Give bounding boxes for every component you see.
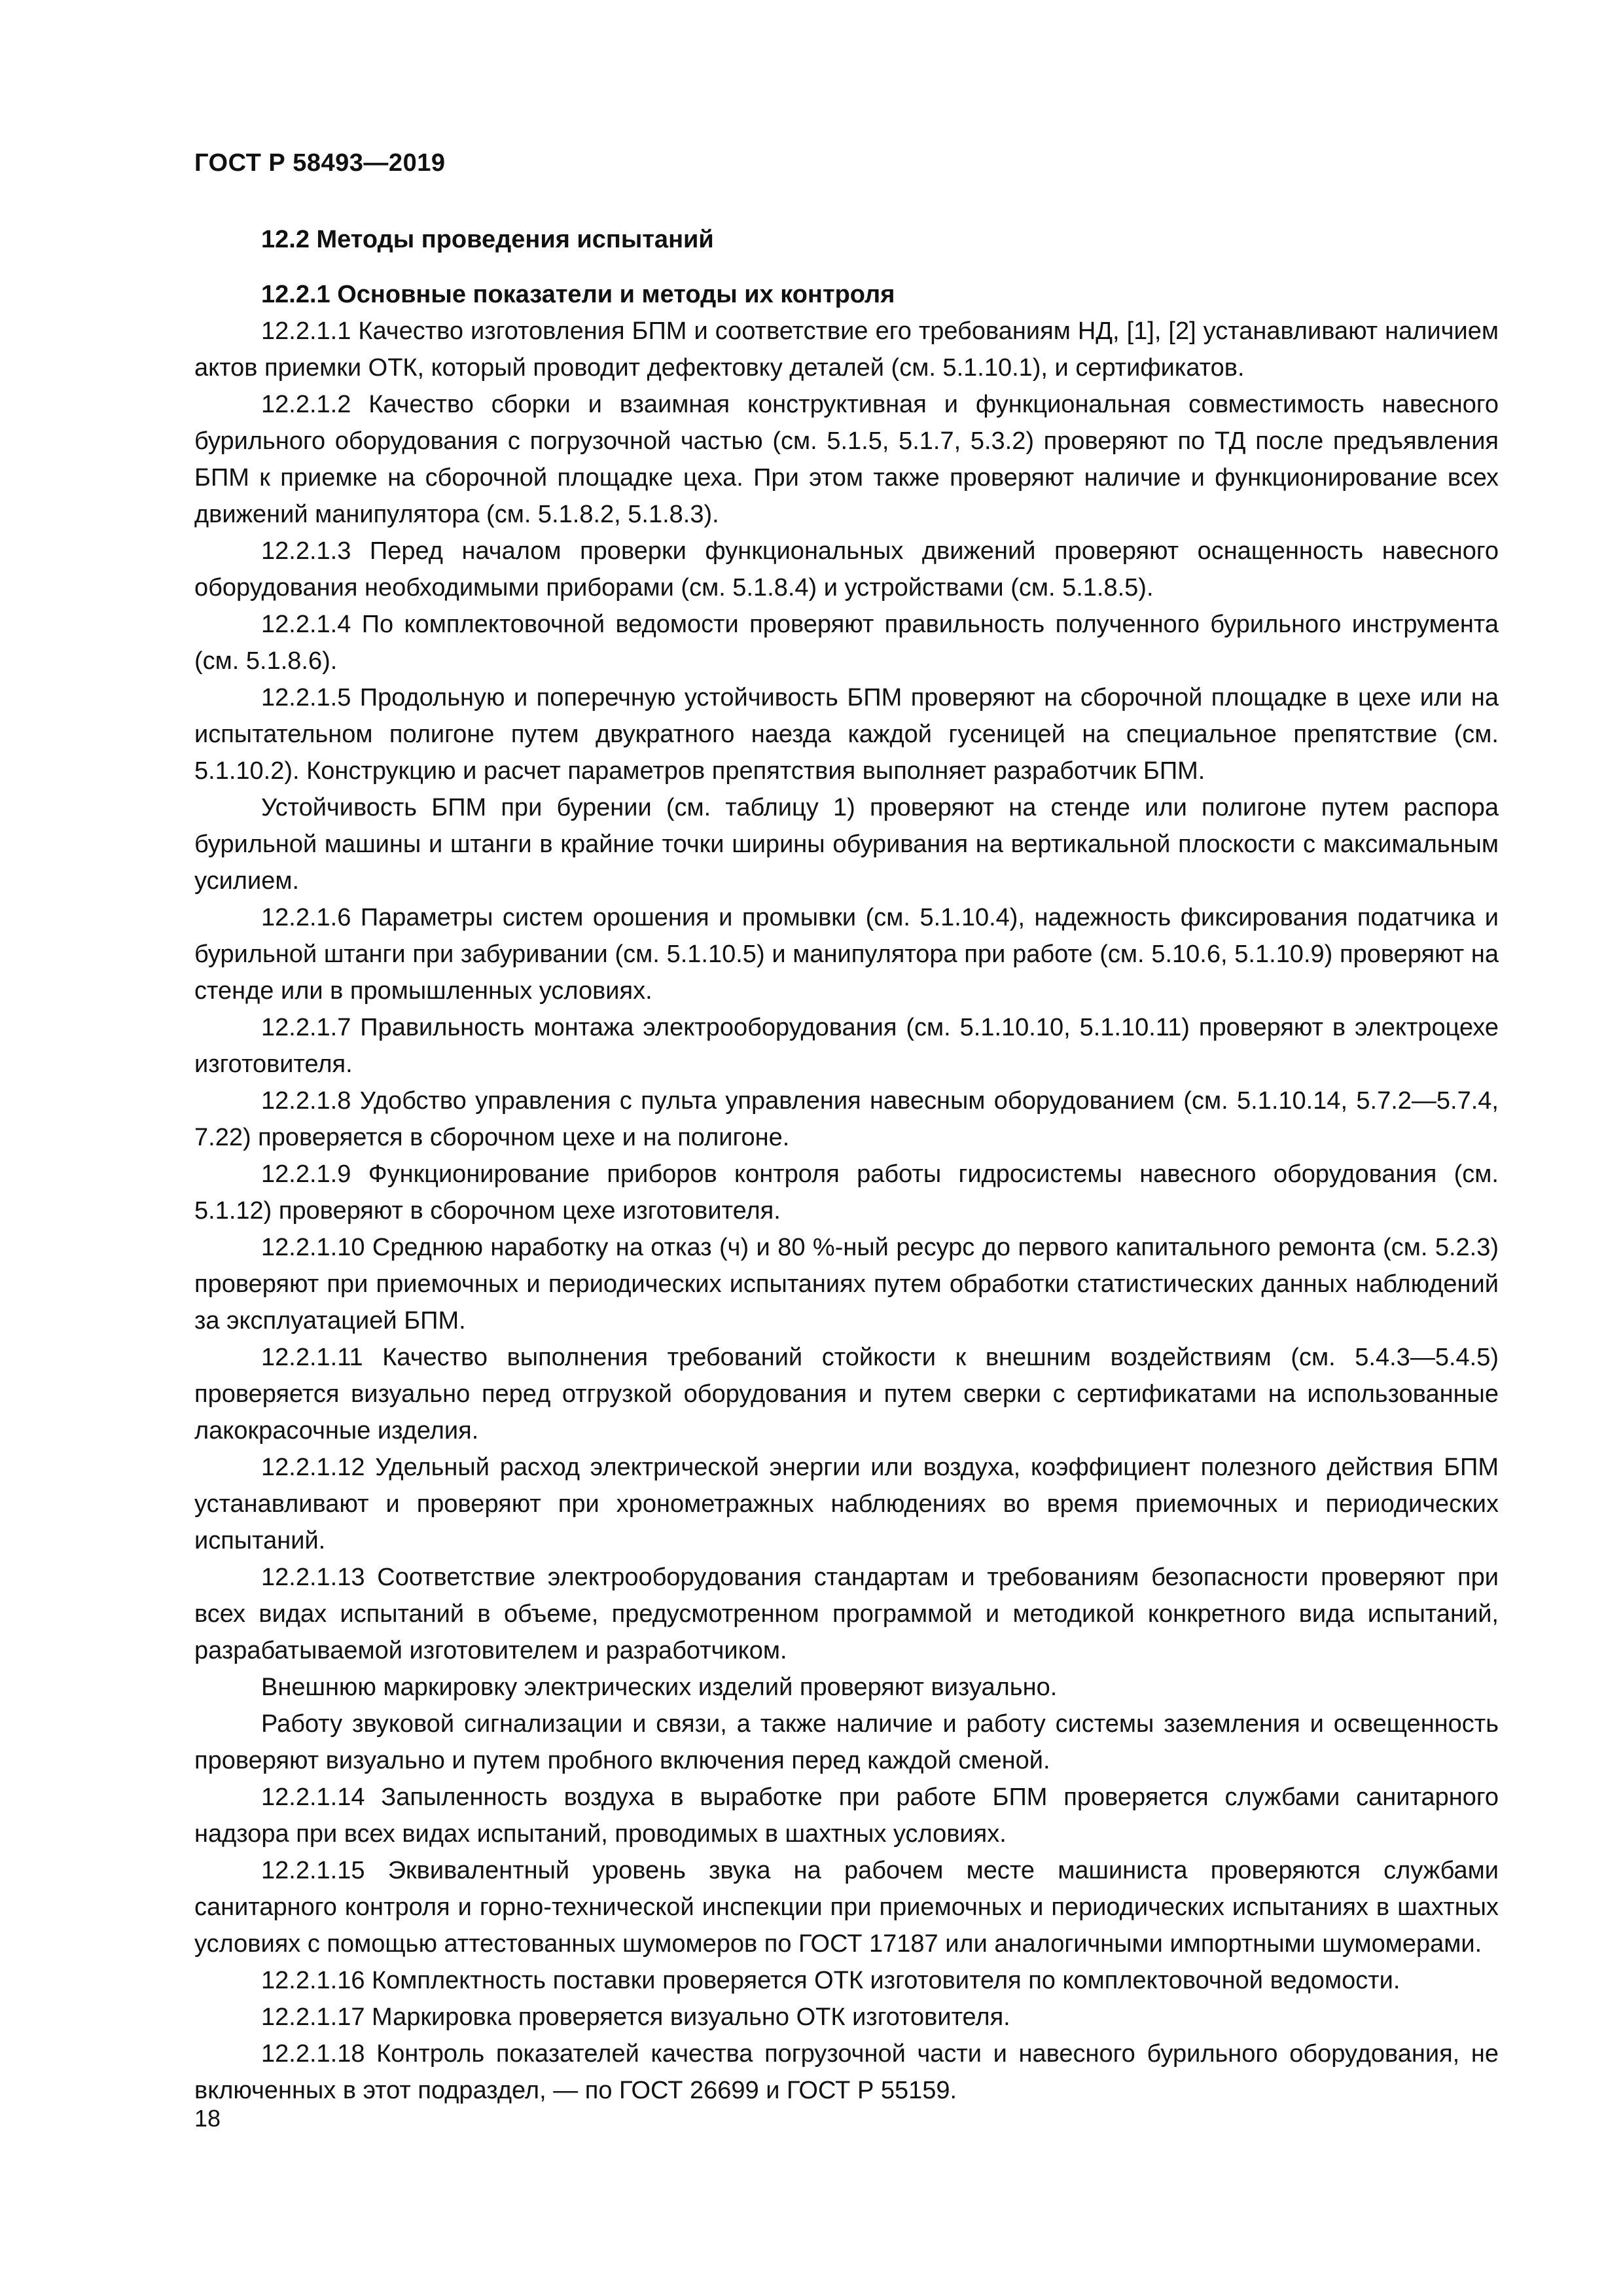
paragraph: 12.2.1.10 Среднюю наработку на отказ (ч) и 80 %-ный ресурс до первого капитального ремонта (см. 5.2.3) проверяют при приемочных и периодических испытаниях путем обработки статистических данных наблюдений за эксплуатацией БПМ. — [194, 1234, 1499, 1335]
paragraph: 12.2.1.15 Эквивалентный уровень звука на рабочем месте машиниста проверяются службами санитарного контроля и горно-технической инспекции при приемочных и периодических испытаниях в шахтных условиях с помощью аттестованных шумомеров по ГОСТ 17187 или аналогичными импортными шумомерами. — [194, 1857, 1499, 1958]
paragraph: 12.2.1.1 Качество изготовления БПМ и соответствие его требованиям НД, [1], [2] устанавливают наличием актов приемки ОТК, который проводит дефектовку деталей (см. 5.1.10.1), и сертификатов. — [194, 317, 1499, 382]
paragraph: 12.2.1.3 Перед началом проверки функциональных движений проверяют оснащенность навесного оборудования необходимыми приборами (см. 5.1.8.4) и устройствами (см. 5.1.8.5). — [194, 537, 1499, 601]
paragraph: 12.2.1.11 Качество выполнения требований стойкости к внешним воздействиям (см. 5.4.3—5.4.5) проверяется визуально перед отгрузкой оборудования и путем сверки с сертификатами на использованные лакокрасочные изделия. — [194, 1344, 1499, 1444]
paragraph: 12.2.1.6 Параметры систем орошения и промывки (см. 5.1.10.4), надежность фиксирования податчика и бурильной штанги при забуривании (см. 5.1.10.5) и манипулятора при работе (см. 5.10.6, 5.1.10.9) проверяют на стенде или в промышленных условиях. — [194, 904, 1499, 1005]
paragraph: 12.2.1.5 Продольную и поперечную устойчивость БПМ проверяют на сборочной площадке в цехе или на испытательном полигоне путем двукратного наезда каждой гусеницей на специальное препятствие (см. 5.1.10.2). Конструкцию и расчет параметров препятствия выполняет разработчик БПМ. — [194, 684, 1499, 785]
paragraph: 12.2.1.2 Качество сборки и взаимная конструктивная и функциональная совместимость навесного бурильного оборудования с погрузочной частью (см. 5.1.5, 5.1.7, 5.3.2) проверяют по ТД после предъявления БПМ к приемке на сборочной площадке цеха. При этом также проверяют наличие и функционирование всех движений манипулятора (см. 5.1.8.2, 5.1.8.3). — [194, 391, 1499, 528]
paragraph: Работу звуковой сигнализации и связи, а также наличие и работу системы заземления и освещенность проверяют визуально и путем пробного включения перед каждой сменой. — [194, 1710, 1499, 1774]
paragraph: 12.2.1.16 Комплектность поставки проверяется ОТК изготовителя по комплектовочной ведомости. — [261, 1967, 1400, 1994]
paragraph: 12.2.1.9 Функционирование приборов контроля работы гидросистемы навесного оборудования (см. 5.1.12) проверяют в сборочном цехе изготовителя. — [194, 1160, 1499, 1225]
paragraph: Внешнюю маркировку электрических изделий проверяют визуально. — [261, 1674, 1058, 1701]
paragraph: 12.2.1.8 Удобство управления с пульта управления навесным оборудованием (см. 5.1.10.14, 5.7.2—5.7.4, 7.22) проверяется в сборочном цехе и на полигоне. — [194, 1087, 1499, 1151]
paragraph: 12.2.1.12 Удельный расход электрической энергии или воздуха, коэффициент полезного действия БПМ устанавливают и проверяют при хронометражных наблюдениях во время приемочных и периодических испытаний. — [194, 1454, 1499, 1554]
paragraph: 12.2.1.17 Маркировка проверяется визуально ОТК изготовителя. — [261, 2003, 1010, 2031]
paragraph: 12.2.1.14 Запыленность воздуха в выработке при работе БПМ проверяется службами санитарного надзора при всех видах испытаний, проводимых в шахтных условиях. — [194, 1784, 1499, 1848]
paragraph: Устойчивость БПМ при бурении (см. таблицу 1) проверяют на стенде или полигоне путем распора бурильной машины и штанги в крайние точки ширины обуривания на вертикальной плоскости с максимальным усилием. — [194, 794, 1499, 895]
page-number: 18 — [194, 2105, 221, 2132]
subsection-title: 12.2.1 Основные показатели и методы их контроля — [261, 281, 895, 308]
paragraph: 12.2.1.4 По комплектовочной ведомости проверяют правильность полученного бурильного инструмента (см. 5.1.8.6). — [194, 611, 1499, 675]
paragraph: 12.2.1.13 Соответствие электрооборудования стандартам и требованиям безопасности проверяют при всех видах испытаний в объеме, предусмотренном программой и методикой конкретного вида испытаний, разрабатываемой изготовителем и разработчиком. — [194, 1564, 1499, 1664]
document-header: ГОСТ Р 58493—2019 — [194, 149, 446, 177]
paragraph: 12.2.1.7 Правильность монтажа электрооборудования (см. 5.1.10.10, 5.1.10.11) проверяют в электроцехе изготовителя. — [194, 1014, 1499, 1078]
section-title: 12.2 Методы проведения испытаний — [261, 226, 714, 253]
paragraph: 12.2.1.18 Контроль показателей качества погрузочной части и навесного бурильного оборудования, не включенных в этот подраздел, — по ГОСТ 26699 и ГОСТ Р 55159. — [194, 2040, 1499, 2104]
document-body — [194, 221, 1499, 2109]
